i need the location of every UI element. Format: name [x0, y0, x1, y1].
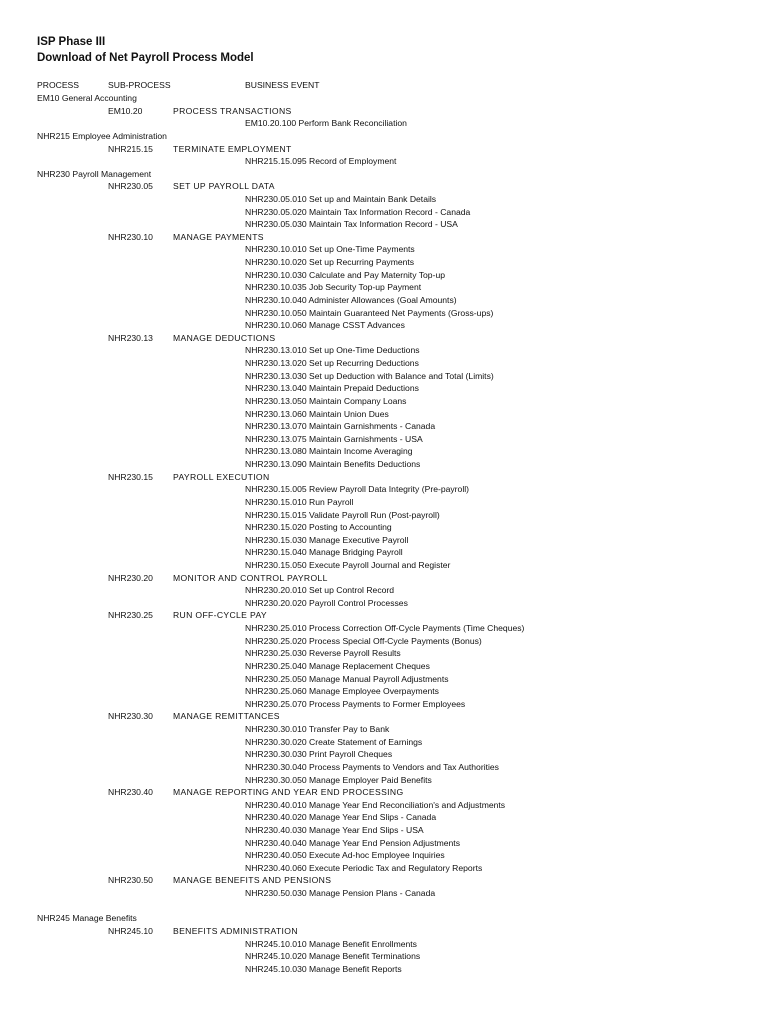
business-event-row	[0, 647, 768, 660]
business-event-label: NHR230.40.020 Manage Year End Slips - Canada	[245, 812, 437, 823]
subprocess-code: NHR230.13	[108, 332, 153, 343]
business-event-label: NHR230.50.030 Manage Pension Plans - Canada	[245, 888, 436, 899]
business-event-label: NHR230.13.040 Maintain Prepaid Deductions	[245, 383, 419, 394]
business-event-label: NHR230.13.070 Maintain Garnishments - Canada	[245, 421, 436, 432]
business-event-row	[0, 597, 768, 610]
header-process: PROCESS	[37, 80, 80, 90]
business-event-label: NHR215.15.095 Record of Employment	[245, 156, 397, 167]
business-event-label: NHR230.40.030 Manage Year End Slips - USA	[245, 825, 424, 835]
business-event-row	[0, 408, 768, 421]
process-label: NHR230 Payroll Management	[37, 168, 152, 179]
business-event-row	[0, 811, 768, 824]
column-header-row	[0, 79, 768, 92]
business-event-label: NHR230.13.030 Set up Deduction with Balance and Total (Limits)	[245, 370, 494, 381]
business-event-row	[0, 723, 768, 736]
business-event-label: NHR230.13.080 Maintain Income Averaging	[245, 446, 413, 457]
business-event-label: NHR230.25.060 Manage Employee Overpayments	[245, 686, 439, 697]
business-event-row	[0, 269, 768, 282]
business-event-row	[0, 458, 768, 471]
subprocess-code: NHR230.20	[108, 572, 153, 583]
business-event-label: NHR230.13.060 Maintain Union Dues	[245, 408, 389, 419]
business-event-row	[0, 281, 768, 294]
business-event-row	[0, 420, 768, 433]
subprocess-code: NHR230.30	[108, 711, 153, 722]
business-event-row	[0, 950, 768, 963]
business-event-label: NHR230.13.075 Maintain Garnishments - USA	[245, 433, 423, 444]
subprocess-name: TERMINATE EMPLOYMENT	[173, 143, 292, 154]
subprocess-code: NHR230.40	[108, 787, 153, 798]
business-event-label: NHR230.25.020 Process Special Off-Cycle Payments (Bonus)	[245, 635, 482, 646]
subprocess-row	[0, 471, 768, 484]
business-event-label: NHR230.30.030 Print Payroll Cheques	[245, 749, 393, 760]
process-row	[0, 168, 768, 181]
business-event-row	[0, 698, 768, 711]
business-event-row	[0, 761, 768, 774]
business-event-label: NHR230.25.070 Process Payments to Former Employees	[245, 698, 466, 709]
business-event-row	[0, 433, 768, 446]
business-event-row	[0, 622, 768, 635]
business-event-label: NHR230.30.040 Process Payments to Vendors and Tax Authorities	[245, 761, 499, 772]
business-event-row	[0, 546, 768, 559]
business-event-label: NHR230.10.030 Calculate and Pay Maternity Top-up	[245, 269, 446, 280]
business-event-label: NHR245.10.030 Manage Benefit Reports	[245, 963, 402, 974]
subprocess-name: MANAGE PAYMENTS	[173, 231, 264, 242]
subprocess-code: EM10.20	[108, 105, 143, 116]
business-event-label: NHR230.15.030 Manage Executive Payroll	[245, 534, 409, 545]
subprocess-row	[0, 572, 768, 585]
subprocess-code: NHR230.10	[108, 231, 153, 242]
business-event-label: NHR230.10.035 Job Security Top-up Payment	[245, 282, 422, 293]
business-event-label: NHR230.15.005 Review Payroll Data Integrity (Pre-payroll)	[245, 484, 470, 495]
business-event-label: NHR230.13.010 Set up One-Time Deductions	[245, 345, 420, 356]
business-event-row	[0, 370, 768, 383]
business-event-row	[0, 206, 768, 219]
business-event-label: NHR230.30.020 Create Statement of Earnings	[245, 736, 423, 747]
subprocess-row	[0, 105, 768, 118]
subprocess-name: MANAGE REMITTANCES	[173, 711, 280, 722]
business-event-label: NHR230.13.020 Set up Recurring Deductions	[245, 358, 419, 368]
business-event-label: NHR230.30.050 Manage Employer Paid Benefits	[245, 774, 432, 785]
business-event-label: NHR230.25.030 Reverse Payroll Results	[245, 648, 401, 659]
business-event-row	[0, 344, 768, 357]
business-event-label: NHR230.15.015 Validate Payroll Run (Post-payroll)	[245, 509, 440, 520]
business-event-label: NHR230.25.050 Manage Manual Payroll Adjustments	[245, 673, 449, 684]
subprocess-code: NHR245.10	[108, 925, 153, 936]
document-title: ISP Phase III	[37, 36, 106, 48]
business-event-row	[0, 862, 768, 875]
header-subprocess: SUB-PROCESS	[108, 80, 171, 90]
business-event-row	[0, 887, 768, 900]
business-event-row	[0, 837, 768, 850]
subprocess-code: NHR215.15	[108, 143, 153, 154]
business-event-row	[0, 294, 768, 307]
business-event-row	[0, 799, 768, 812]
subprocess-name: PAYROLL EXECUTION	[173, 471, 270, 482]
business-event-label: NHR230.15.040 Manage Bridging Payroll	[245, 547, 403, 558]
business-event-row	[0, 748, 768, 761]
business-event-label: EM10.20.100 Perform Bank Reconciliation	[245, 118, 407, 129]
business-event-row	[0, 584, 768, 597]
business-event-row	[0, 521, 768, 534]
business-event-label: NHR230.15.050 Execute Payroll Journal and Register	[245, 559, 451, 570]
header-business-event: BUSINESS EVENT	[245, 80, 320, 90]
business-event-label: NHR230.13.090 Maintain Benefits Deductions	[245, 459, 421, 469]
business-event-label: NHR230.05.020 Maintain Tax Information Record - Canada	[245, 206, 471, 217]
business-event-row	[0, 534, 768, 547]
subprocess-code: NHR230.05	[108, 181, 153, 192]
business-event-label: NHR230.40.050 Execute Ad-hoc Employee Inquiries	[245, 850, 445, 861]
business-event-row	[0, 736, 768, 749]
business-event-row	[0, 193, 768, 206]
business-event-row	[0, 824, 768, 837]
business-event-label: NHR245.10.020 Manage Benefit Terminations	[245, 951, 421, 962]
business-event-row	[0, 319, 768, 332]
business-event-label: NHR230.25.010 Process Correction Off-Cycle Payments (Time Cheques)	[245, 623, 525, 633]
subprocess-row	[0, 231, 768, 244]
business-event-label: NHR230.40.040 Manage Year End Pension Adjustments	[245, 837, 460, 848]
subprocess-code: NHR230.25	[108, 610, 153, 621]
business-event-row	[0, 395, 768, 408]
business-event-label: NHR245.10.010 Manage Benefit Enrollments	[245, 938, 417, 949]
business-event-row	[0, 660, 768, 673]
business-event-label: NHR230.15.020 Posting to Accounting	[245, 522, 392, 533]
process-row	[0, 92, 768, 105]
business-event-row	[0, 849, 768, 862]
process-row	[0, 130, 768, 143]
business-event-label: NHR230.13.050 Maintain Company Loans	[245, 395, 407, 406]
process-label: EM10 General Accounting	[37, 93, 137, 103]
document-subtitle: Download of Net Payroll Process Model	[37, 52, 254, 64]
subprocess-row	[0, 143, 768, 156]
subprocess-row	[0, 710, 768, 723]
business-event-row	[0, 963, 768, 976]
business-event-label: NHR230.10.050 Maintain Guaranteed Net Payments (Gross-ups)	[245, 307, 494, 318]
subprocess-row	[0, 332, 768, 345]
process-label: NHR245 Manage Benefits	[37, 913, 137, 924]
business-event-label: NHR230.10.040 Administer Allowances (Goal Amounts)	[245, 294, 457, 305]
business-event-label: NHR230.05.010 Set up and Maintain Bank Details	[245, 194, 437, 204]
subprocess-name: RUN OFF-CYCLE PAY	[173, 610, 267, 621]
business-event-row	[0, 496, 768, 509]
business-event-row	[0, 307, 768, 320]
business-event-row	[0, 509, 768, 522]
subprocess-code: NHR230.15	[108, 471, 153, 482]
business-event-row	[0, 635, 768, 648]
business-event-row	[0, 357, 768, 370]
business-event-row	[0, 938, 768, 951]
process-row	[0, 912, 768, 925]
subprocess-name: BENEFITS ADMINISTRATION	[173, 925, 298, 936]
subprocess-name: MANAGE REPORTING AND YEAR END PROCESSING	[173, 787, 404, 798]
business-event-row	[0, 483, 768, 496]
business-event-row	[0, 382, 768, 395]
business-event-label: NHR230.15.010 Run Payroll	[245, 496, 354, 507]
subprocess-name: PROCESS TRANSACTIONS	[173, 105, 292, 116]
business-event-row	[0, 774, 768, 787]
business-event-label: NHR230.05.030 Maintain Tax Information Record - USA	[245, 219, 458, 230]
business-event-label: NHR230.40.060 Execute Periodic Tax and Regulatory Reports	[245, 862, 483, 873]
business-event-label: NHR230.40.010 Manage Year End Reconciliation's and Adjustments	[245, 799, 506, 810]
business-event-row	[0, 155, 768, 168]
business-event-label: NHR230.30.010 Transfer Pay to Bank	[245, 724, 390, 734]
subprocess-row	[0, 180, 768, 193]
business-event-row	[0, 256, 768, 269]
business-event-row	[0, 218, 768, 231]
business-event-label: NHR230.25.040 Manage Replacement Cheques	[245, 660, 430, 671]
subprocess-row	[0, 609, 768, 622]
business-event-label: NHR230.10.010 Set up One-Time Payments	[245, 244, 415, 255]
business-event-row	[0, 243, 768, 256]
business-event-label: NHR230.10.020 Set up Recurring Payments	[245, 257, 415, 268]
subprocess-name: SET UP PAYROLL DATA	[173, 181, 275, 192]
business-event-row	[0, 445, 768, 458]
subprocess-row	[0, 786, 768, 799]
business-event-row	[0, 673, 768, 686]
subprocess-name: MANAGE BENEFITS AND PENSIONS	[173, 875, 332, 886]
subprocess-row	[0, 925, 768, 938]
business-event-label: NHR230.20.010 Set up Control Record	[245, 585, 395, 596]
blank-row	[0, 900, 768, 913]
subprocess-code: NHR230.50	[108, 875, 153, 886]
subprocess-row	[0, 874, 768, 887]
subprocess-name: MANAGE DEDUCTIONS	[173, 332, 276, 343]
business-event-row	[0, 685, 768, 698]
business-event-label: NHR230.10.060 Manage CSST Advances	[245, 320, 405, 331]
business-event-label: NHR230.20.020 Payroll Control Processes	[245, 597, 408, 608]
business-event-row	[0, 117, 768, 130]
subprocess-name: MONITOR AND CONTROL PAYROLL	[173, 572, 328, 583]
process-label: NHR215 Employee Administration	[37, 130, 167, 141]
business-event-row	[0, 559, 768, 572]
